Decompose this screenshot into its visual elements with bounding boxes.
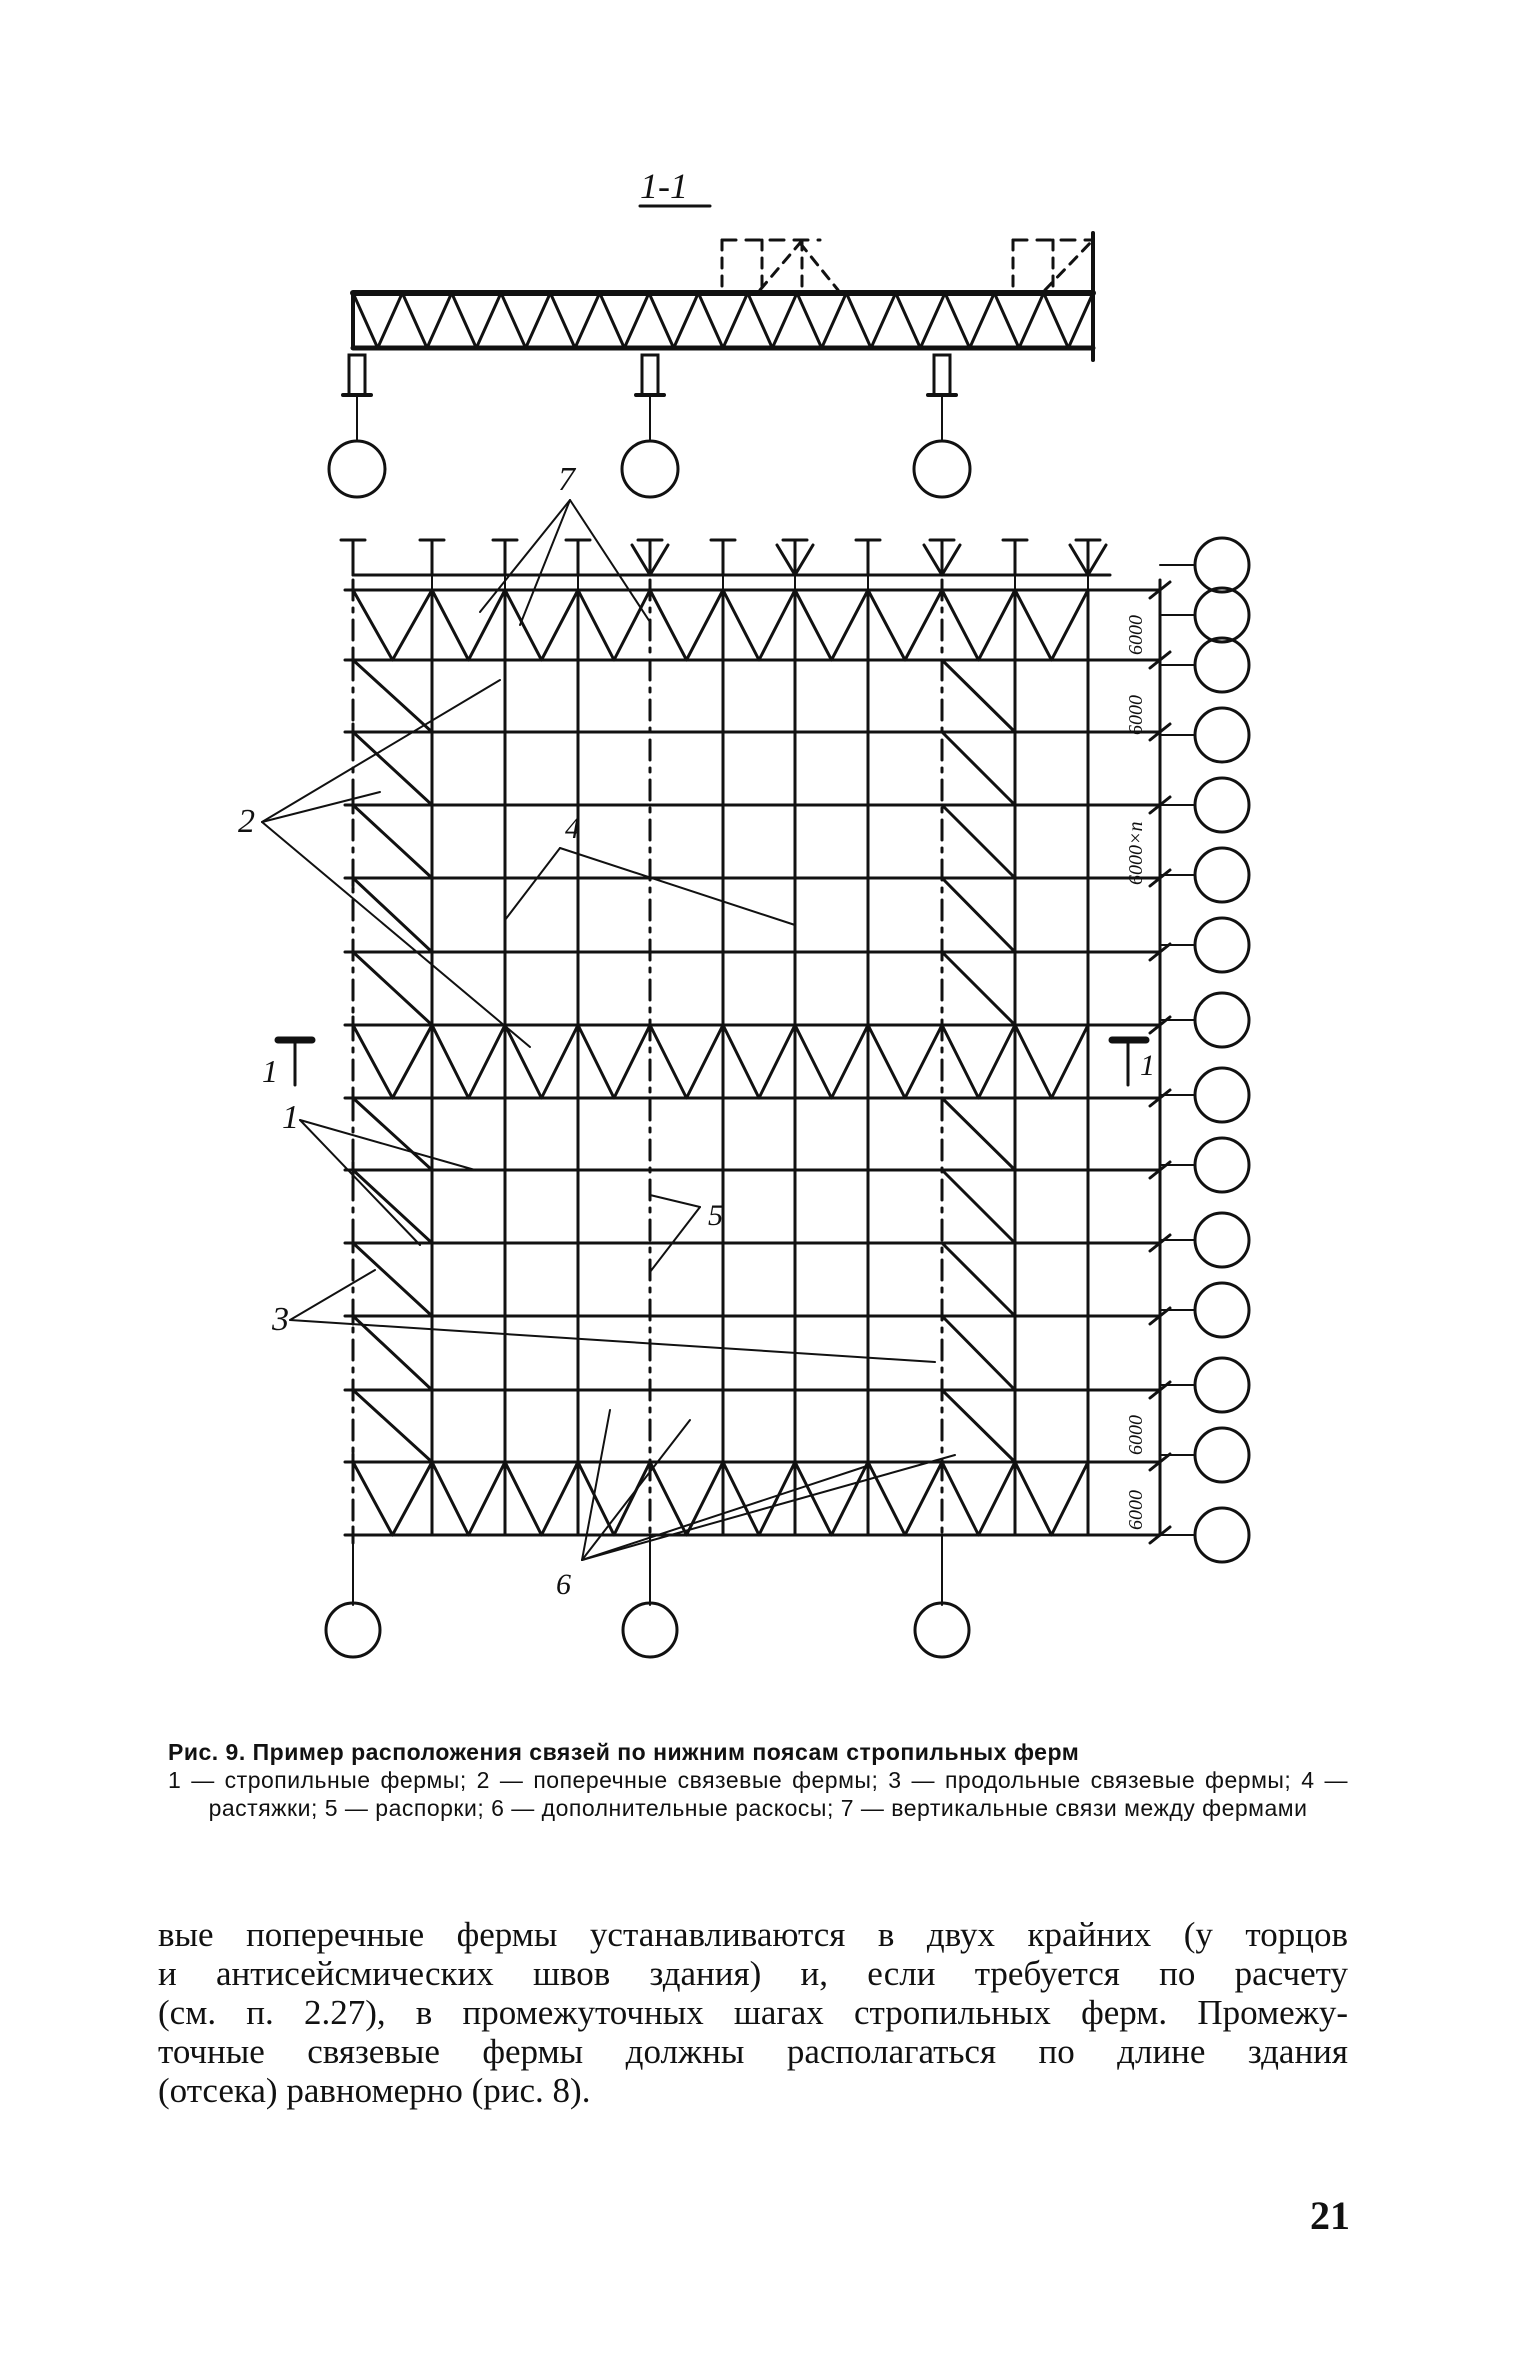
row-axis-circle: [1195, 1138, 1249, 1192]
cross-brace: [393, 1462, 433, 1535]
cross-brace: [469, 590, 506, 660]
vertical-brace-arrow: [924, 545, 942, 575]
longitudinal-brace: [942, 878, 1015, 952]
longitudinal-brace: [942, 952, 1015, 1025]
longitudinal-brace: [353, 878, 432, 952]
longitudinal-brace: [353, 952, 432, 1025]
truss-diagonal: [353, 293, 378, 348]
truss-diagonal: [920, 293, 945, 348]
truss-diagonal: [501, 293, 526, 348]
longitudinal-brace: [942, 732, 1015, 805]
callout-1: 1: [282, 1099, 299, 1136]
callout-leader: [582, 1420, 690, 1560]
cross-brace: [432, 1462, 469, 1535]
callout-5: 5: [708, 1199, 723, 1232]
body-paragraph: [158, 1915, 1348, 2110]
column-axis-circle: [623, 1603, 677, 1657]
cross-brace: [942, 590, 979, 660]
cross-brace: [979, 1462, 1016, 1535]
cross-brace: [432, 590, 469, 660]
longitudinal-brace: [942, 805, 1015, 878]
cross-brace: [1015, 1025, 1052, 1098]
longitudinal-brace: [942, 1170, 1015, 1243]
callout-7: 7: [558, 461, 575, 498]
cross-brace: [393, 590, 433, 660]
cross-brace: [759, 1025, 795, 1098]
cross-brace: [832, 590, 869, 660]
truss-diagonal: [797, 293, 822, 348]
section-1-1-view: [329, 233, 1093, 497]
vertical-brace-arrow: [942, 545, 960, 575]
truss-diagonal: [871, 293, 896, 348]
row-axis-circle: [1195, 778, 1249, 832]
longitudinal-brace: [942, 660, 1015, 732]
truss-diagonal: [1068, 293, 1093, 348]
cross-brace: [759, 590, 795, 660]
column-axis-circle: [622, 441, 678, 497]
cross-brace: [723, 590, 759, 660]
longitudinal-brace: [942, 1316, 1015, 1390]
row-axis-circle: [1195, 918, 1249, 972]
truss-diagonal: [748, 293, 773, 348]
callout-leader: [300, 1120, 420, 1245]
callout-leader: [290, 1270, 375, 1320]
callout-leader: [505, 848, 560, 920]
callout-2: 2: [238, 803, 255, 840]
cross-brace: [353, 1025, 393, 1098]
dimension-6000-a: 6000: [1125, 615, 1147, 655]
row-axis-circle: [1195, 993, 1249, 1047]
callout-leader: [262, 822, 530, 1047]
truss-diagonal: [402, 293, 427, 348]
truss-diagonal: [772, 293, 797, 348]
truss-diagonal: [427, 293, 452, 348]
vertical-brace-arrow: [632, 545, 650, 575]
cross-brace: [650, 1462, 687, 1535]
caption-legend: 1 — стропильные фермы; 2 — поперечные связевые фермы; 3 — продольные связевые фермы; 4 — растяжки; 5 — распорки; 6 — дополнительные раскосы; 7 — вертикальные связи между фермами: [168, 1767, 1348, 1821]
dimension-6000xn: 6000×n: [1125, 821, 1147, 885]
cross-brace: [868, 1025, 905, 1098]
callout-3: 3: [272, 1301, 289, 1338]
truss-diagonal: [575, 293, 600, 348]
truss-diagonal: [1019, 293, 1044, 348]
body-line: (отсека) равномерно (рис. 8).: [158, 2071, 591, 2110]
truss-diagonal: [723, 293, 748, 348]
dimension-6000-b: 6000: [1125, 695, 1147, 735]
cross-brace: [578, 1025, 614, 1098]
row-axis-circle: [1195, 848, 1249, 902]
section-marker-left: 1: [262, 1053, 278, 1089]
truss-diagonal: [600, 293, 625, 348]
section-label: 1-1: [640, 166, 688, 206]
cross-brace: [614, 590, 650, 660]
cross-brace: [795, 590, 832, 660]
body-line: точные связевые фермы должны располагаться по длине здания: [158, 2032, 1348, 2071]
cross-brace: [832, 1462, 869, 1535]
cross-brace: [979, 1025, 1016, 1098]
cross-brace: [353, 590, 393, 660]
cross-brace: [505, 1025, 542, 1098]
cross-brace: [1052, 1025, 1089, 1098]
vertical-brace-arrow: [795, 545, 813, 575]
longitudinal-brace: [353, 1170, 432, 1243]
caption-title: Рис. 9. Пример расположения связей по нижним поясам стропильных ферм: [168, 1739, 1080, 1765]
callout-labels: [238, 166, 1155, 1601]
cross-brace: [650, 590, 687, 660]
callout-leader: [520, 500, 570, 625]
callout-leader: [262, 680, 500, 822]
vertical-brace-arrow: [777, 545, 795, 575]
column-support: [642, 355, 658, 395]
cross-brace: [795, 1025, 832, 1098]
cross-brace: [905, 1025, 942, 1098]
vertical-brace-diagonal: [760, 243, 800, 290]
cross-brace: [353, 1462, 393, 1535]
cross-brace: [505, 590, 542, 660]
longitudinal-brace: [353, 1390, 432, 1462]
truss-diagonal: [846, 293, 871, 348]
body-line: (см. п. 2.27), в промежуточных шагах стропильных ферм. Промежу-: [158, 1993, 1348, 2032]
longitudinal-brace: [353, 1243, 432, 1316]
page-number: 21: [1310, 2193, 1350, 2238]
cross-brace: [942, 1025, 979, 1098]
cross-brace: [687, 1025, 724, 1098]
cross-brace: [759, 1462, 795, 1535]
vertical-brace-arrow: [1070, 545, 1088, 575]
column-support: [934, 355, 950, 395]
cross-brace: [905, 590, 942, 660]
cross-brace: [687, 590, 724, 660]
dimension-6000-c: 6000: [1125, 1415, 1147, 1455]
cross-brace: [614, 1025, 650, 1098]
truss-diagonal: [994, 293, 1019, 348]
row-axis-circle: [1195, 1428, 1249, 1482]
callout-leader: [560, 848, 795, 925]
figure-caption: [168, 1738, 1348, 1822]
truss-diagonal: [674, 293, 699, 348]
column-axis-circle: [914, 441, 970, 497]
row-axis-circle: [1195, 1283, 1249, 1337]
cross-brace: [832, 1025, 869, 1098]
callout-4: 4: [565, 812, 580, 845]
truss-diagonal: [550, 293, 575, 348]
cross-brace: [542, 590, 579, 660]
truss-diagonal: [476, 293, 501, 348]
row-axis-circle: [1195, 1508, 1249, 1562]
cross-brace: [723, 1462, 759, 1535]
cross-brace: [905, 1462, 942, 1535]
callout-leader: [480, 500, 570, 612]
body-line: вые поперечные фермы устанавливаются в двух крайних (у торцов: [158, 1915, 1348, 1954]
longitudinal-brace: [353, 805, 432, 878]
truss-diagonal: [624, 293, 649, 348]
cross-brace: [1015, 1462, 1052, 1535]
truss-diagonal: [378, 293, 403, 348]
cross-brace: [469, 1462, 506, 1535]
callout-leader: [582, 1455, 955, 1560]
column-axis-circle: [915, 1603, 969, 1657]
cross-brace: [868, 590, 905, 660]
callout-leader: [290, 1320, 935, 1362]
row-axis-circle: [1195, 588, 1249, 642]
truss-diagonal: [896, 293, 921, 348]
cross-brace: [432, 1025, 469, 1098]
cross-brace: [723, 1025, 759, 1098]
section-marker-right: 1: [1140, 1049, 1155, 1082]
cross-brace: [393, 1025, 433, 1098]
truss-diagonal: [1044, 293, 1069, 348]
cross-brace: [1052, 590, 1089, 660]
truss-diagonal: [649, 293, 674, 348]
cross-brace: [979, 590, 1016, 660]
cross-brace: [1015, 590, 1052, 660]
cross-brace: [578, 590, 614, 660]
callout-leader: [650, 1195, 700, 1207]
cross-brace: [942, 1462, 979, 1535]
cross-brace: [868, 1462, 905, 1535]
row-axis-circle: [1195, 1358, 1249, 1412]
dimension-6000-d: 6000: [1125, 1490, 1147, 1530]
longitudinal-brace: [942, 1243, 1015, 1316]
column-support: [349, 355, 365, 395]
vertical-brace-diagonal: [800, 243, 838, 290]
body-line: и антисейсмических швов здания) и, если требуется по расчету: [158, 1954, 1348, 1993]
vertical-brace-arrow: [1088, 545, 1106, 575]
callout-leader: [582, 1410, 610, 1560]
longitudinal-brace: [942, 1098, 1015, 1170]
cross-brace: [542, 1462, 579, 1535]
longitudinal-brace: [353, 660, 432, 732]
cross-brace: [469, 1025, 506, 1098]
cross-brace: [614, 1462, 650, 1535]
truss-diagonal: [970, 293, 995, 348]
truss-diagonal: [452, 293, 477, 348]
callout-6: 6: [556, 1568, 571, 1601]
longitudinal-brace: [353, 1098, 432, 1170]
truss-diagonal: [822, 293, 847, 348]
longitudinal-brace: [353, 732, 432, 805]
callout-leader: [570, 500, 650, 622]
column-axis-circle: [326, 1603, 380, 1657]
row-axis-circle: [1195, 1213, 1249, 1267]
row-axis-circle: [1195, 1068, 1249, 1122]
callout-leader: [262, 792, 380, 822]
row-axis-circle: [1195, 538, 1249, 592]
cross-brace: [505, 1462, 542, 1535]
row-axis-circle: [1195, 638, 1249, 692]
cross-brace: [650, 1025, 687, 1098]
vertical-brace-arrow: [650, 545, 668, 575]
cross-brace: [1052, 1462, 1089, 1535]
cross-brace: [542, 1025, 579, 1098]
callout-leader: [650, 1207, 700, 1272]
row-axis-circle: [1195, 708, 1249, 762]
longitudinal-brace: [942, 1390, 1015, 1462]
truss-diagonal: [698, 293, 723, 348]
truss-diagonal: [945, 293, 970, 348]
truss-diagonal: [526, 293, 551, 348]
column-axis-circle: [329, 441, 385, 497]
plan-view: [278, 538, 1249, 1657]
